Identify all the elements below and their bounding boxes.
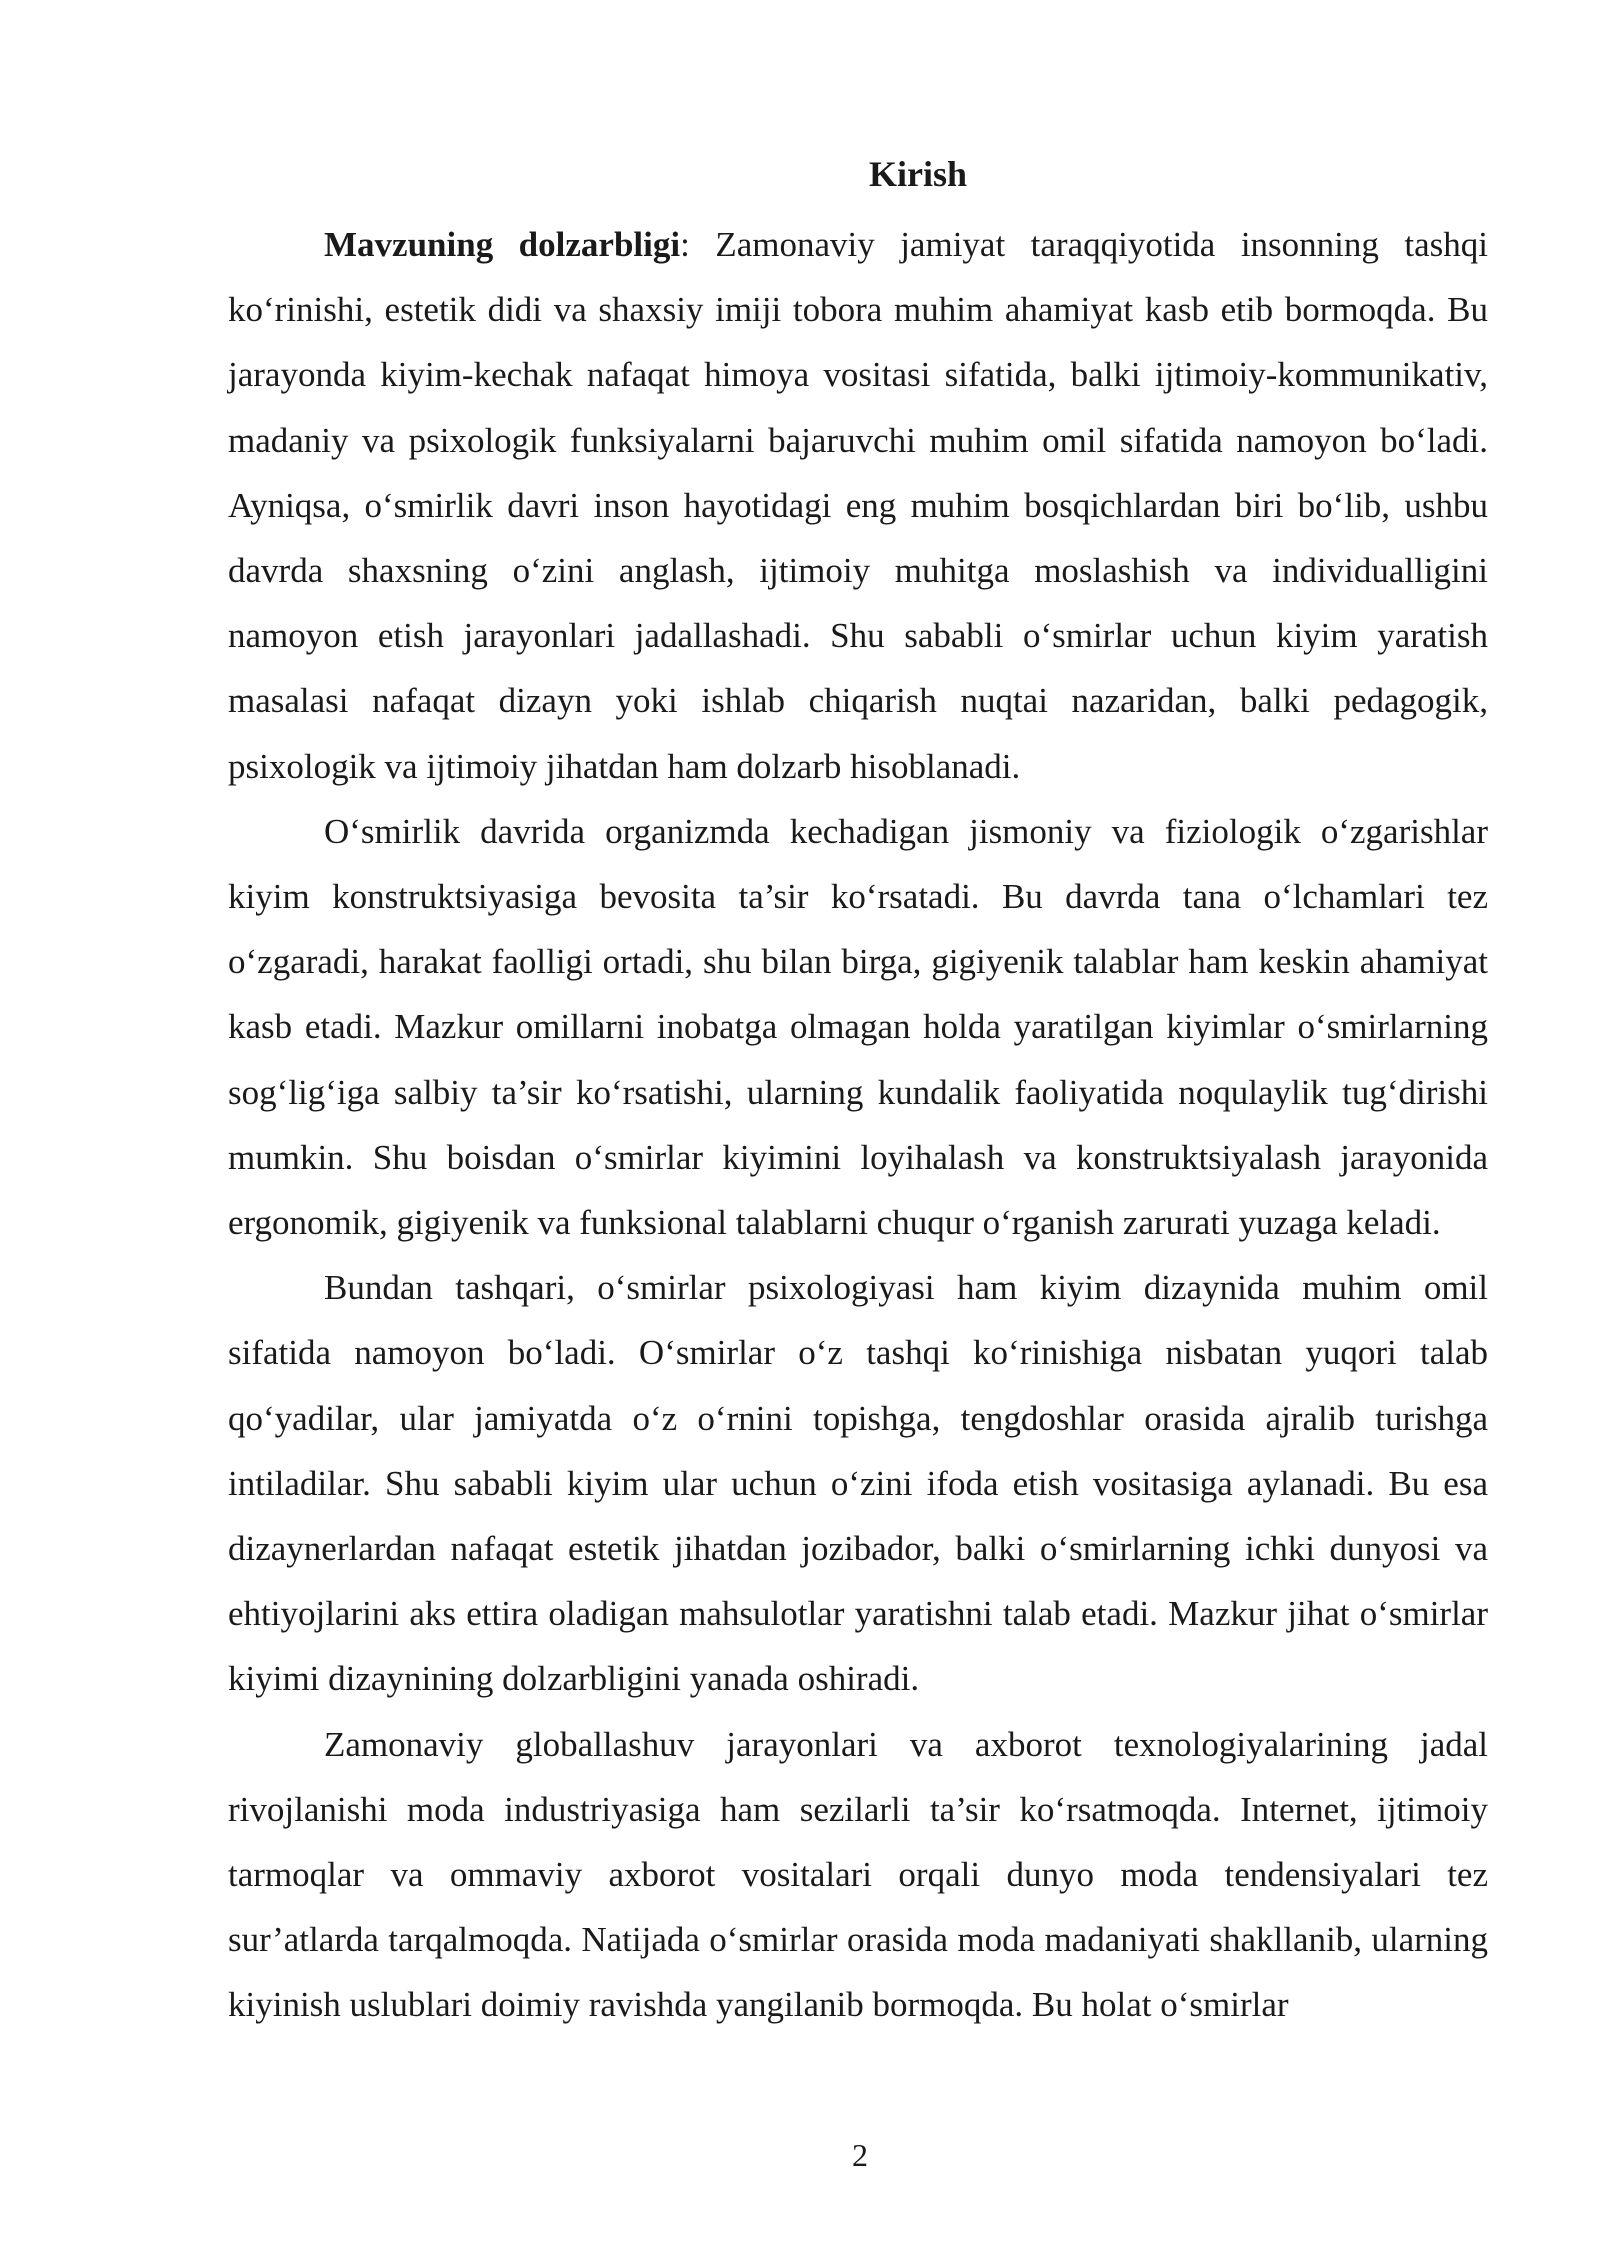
page-number: 2 (852, 2137, 868, 2173)
section-title: Kirish (868, 154, 967, 194)
paragraph-4: Zamonaviy globallashuv jarayonlari va axborot texnologiyalarining jadal rivojlanishi moda industriyasiga ham sezilarli ta’sir ko‘rsatmoqda. Internet, ijtimoiy tarmoqlar va ommaviy axborot vositalari orqali dunyo moda tendensiyalari tez sur’atlarda tarqalmoqda. Natijada o‘smirlar orasida moda madaniyati shakllanib, ularning kiyinish uslublari doimiy ravishda yangilanib bormoqda. Bu holat o‘smirlar (228, 1724, 1488, 2025)
document-page (228, 150, 1488, 2038)
paragraph-text: : Zamonaviy jamiyat taraqqiyotida insonning tashqi ko‘rinishi, estetik didi va shaxsiy imiji tobora muhim ahamiyat kasb etib bormoqda. Bu jarayonda kiyim-kechak nafaqat himoya vositasi sifatida, balki ijtimoiy-kommunikativ, madaniy va psixologik funksiyalarni bajaruvchi muhim omil sifatida namoyon bo‘ladi. Ayniqsa, o‘smirlik davri inson hayotidagi eng muhim bosqichlardan biri bo‘lib, ushbu davrda shaxsning o‘zini anglash, ijtimoiy muhitga moslashish va individualligini namoyon etish jarayonlari jadallashadi. Shu sababli o‘smirlar uchun kiyim yaratish masalasi nafaqat dizayn yoki ishlab chiqarish nuqtai nazaridan, balki pedagogik, psixologik va ijtimoiy jihatdan ham dolzarb hisoblanadi. (228, 225, 1488, 786)
paragraph-2: O‘smirlik davrida organizmda kechadigan jismoniy va fiziologik o‘zgarishlar kiyim konstruktsiyasiga bevosita ta’sir ko‘rsatadi. Bu davrda tana o‘lchamlari tez o‘zgaradi, harakat faolligi ortadi, shu bilan birga, gigiyenik talablar ham keskin ahamiyat kasb etadi. Mazkur omillarni inobatga olmagan holda yaratilgan kiyimlar o‘smirlarning sog‘lig‘iga salbiy ta’sir ko‘rsatishi, ularning kundalik faoliyatida noqulaylik tug‘dirishi mumkin. Shu boisdan o‘smirlar kiyimini loyihalash va konstruktsiyalash jarayonida ergonomik, gigiyenik va funksional talablarni chuqur o‘rganish zarurati yuzaga keladi. (228, 811, 1488, 1243)
paragraph-3: Bundan tashqari, o‘smirlar psixologiyasi ham kiyim dizaynida muhim omil sifatida namoyon bo‘ladi. O‘smirlar o‘z tashqi ko‘rinishiga nisbatan yuqori talab qo‘yadilar, ular jamiyatda o‘z o‘rnini topishga, tengdoshlar orasida ajralib turishga intiladilar. Shu sababli kiyim ular uchun o‘zini ifoda etish vositasiga aylanadi. Bu esa dizaynerlardan nafaqat estetik jihatdan jozibador, balki o‘smirlarning ichki dunyosi va ehtiyojlarini aks ettira oladigan mahsulotlar yaratishni talab etadi. Mazkur jihat o‘smirlar kiyimi dizaynining dolzarbligini yanada oshiradi. (228, 1268, 1488, 1699)
paragraph-lead: Mavzuning dolzarbligi (324, 225, 681, 264)
paragraph-1 (228, 212, 1488, 799)
